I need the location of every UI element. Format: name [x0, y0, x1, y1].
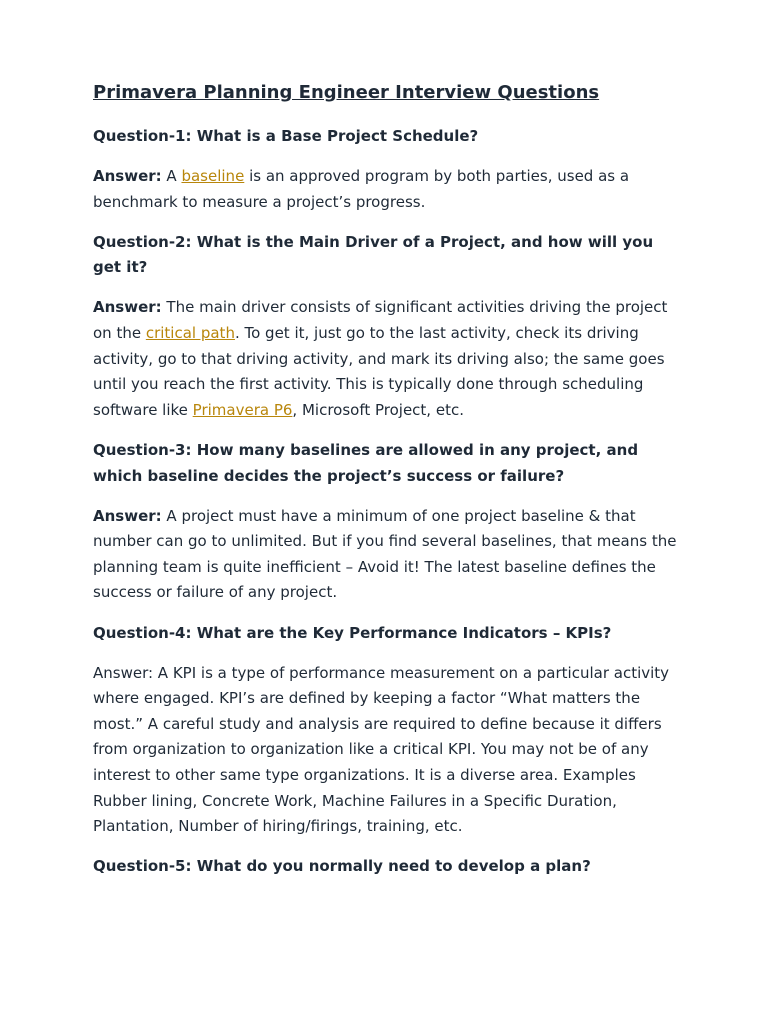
question-5: Question-5: What do you normally need to develop a plan? [93, 857, 591, 876]
baseline-link[interactable]: baseline [181, 167, 245, 186]
page-title: Primavera Planning Engineer Interview Questions [93, 82, 600, 103]
question-3: Question-3: How many baselines are allowed in any project, and which baseline decides the project’s success or failure? [93, 440, 639, 485]
critical-path-link[interactable]: critical path [145, 324, 235, 343]
answer-label: Answer: [93, 506, 162, 525]
question-2: Question-2: What is the Main Driver of a Project, and how will you get it? [93, 232, 654, 277]
answer-text: The main driver consists of significant activities driving the project on the [93, 298, 668, 343]
question-1: Question-1: What is a Base Project Schedule? [93, 127, 479, 145]
answer-text: is an approved program by both parties, used as a benchmark to measure a project’s progress. [93, 167, 630, 211]
answer-2 [93, 295, 681, 423]
answer-text: A [161, 167, 182, 186]
answer-1 [93, 164, 681, 215]
answer-4: Answer: A KPI is a type of performance measurement on a particular activity where engaged. KPI’s are defined by keeping a factor “What matters the most.” A careful study and analysis are required to define because it differs from organization to organization like a critical KPI. You may not be of any interest to other same type organizations. It is a diverse area. Examples Rubber lining, Concrete Work, Machine Failures in a Specific Duration, Plantation, Number of hiring/firings, training, etc. [93, 663, 670, 836]
primavera-p6-link[interactable]: Primavera P6 [192, 400, 293, 419]
answer-label: Answer: [93, 167, 162, 186]
answer-label: Answer: [93, 298, 162, 317]
answer-3 [93, 504, 681, 606]
answer-text: A project must have a minimum of one project baseline & that number can go to unlimited. But if you find several baselines, that means the planning team is quite inefficient – Avoid it! The latest baseline defines the success or failure of any project. [93, 506, 677, 602]
answer-text: . To get it, just go to the last activity, check its driving activity, go to that driving activity, and mark its driving also; the same goes until you reach the first activity. This is typically done through scheduling software like [93, 324, 665, 419]
question-4: Question-4: What are the Key Performance Indicators – KPIs? [93, 623, 612, 642]
article-body [93, 80, 681, 894]
answer-text: , Microsoft Project, etc. [292, 400, 464, 419]
